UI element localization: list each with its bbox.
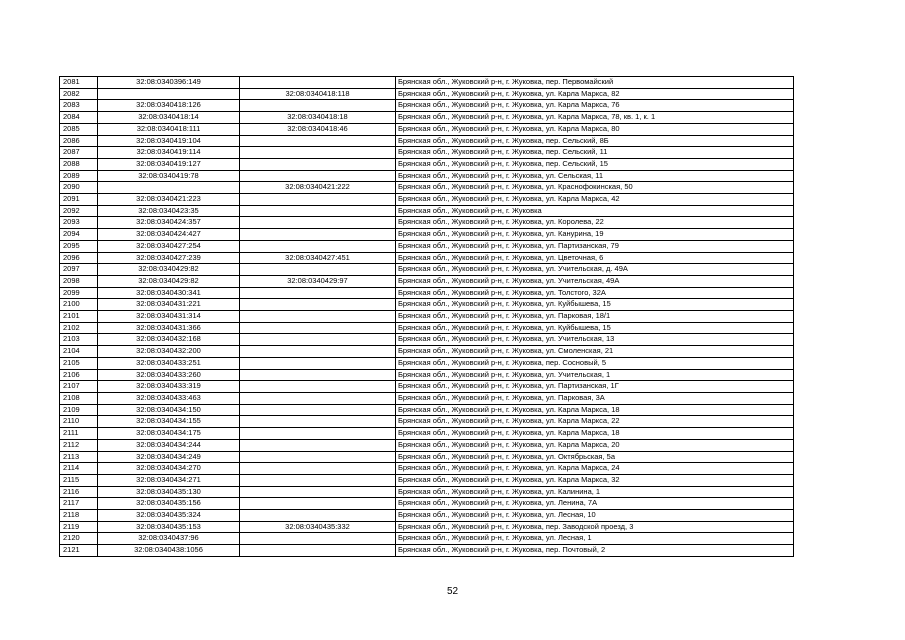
cadastral-number-secondary-cell — [240, 357, 396, 369]
address-cell: Брянская обл., Жуковский р-н, г. Жуковка, ул. Карла Маркса, 20 — [396, 439, 794, 451]
cadastral-number-secondary-cell — [240, 77, 396, 89]
table-row — [60, 77, 794, 89]
cadastral-number-secondary-cell — [240, 346, 396, 358]
cadastral-number-secondary-cell — [240, 311, 396, 323]
row-number: 2091 — [60, 194, 98, 206]
cadastral-number-secondary-cell — [240, 194, 396, 206]
table-row — [60, 392, 794, 404]
cadastral-number-secondary-cell: 32:08:0340421:222 — [240, 182, 396, 194]
cadastral-number-secondary-cell — [240, 264, 396, 276]
cadastral-number-secondary-cell: 32:08:0340418:46 — [240, 123, 396, 135]
address-cell: Брянская обл., Жуковский р-н, г. Жуковка, ул. Карла Маркса, 22 — [396, 416, 794, 428]
address-cell: Брянская обл., Жуковский р-н, г. Жуковка, ул. Учительская, 1 — [396, 369, 794, 381]
cadastral-number-cell: 32:08:0340431:366 — [98, 322, 240, 334]
row-number: 2081 — [60, 77, 98, 89]
cadastral-number-cell: 32:08:0340438:1056 — [98, 545, 240, 557]
page-number: 52 — [446, 586, 459, 597]
cadastral-number-cell: 32:08:0340427:254 — [98, 240, 240, 252]
cadastral-number-secondary-cell — [240, 147, 396, 159]
row-number: 2117 — [60, 498, 98, 510]
address-cell: Брянская обл., Жуковский р-н, г. Жуковка, ул. Сельская, 11 — [396, 170, 794, 182]
table-row — [60, 521, 794, 533]
row-number: 2110 — [60, 416, 98, 428]
address-cell: Брянская обл., Жуковский р-н, г. Жуковка, ул. Карла Маркса, 76 — [396, 100, 794, 112]
cadastral-number-cell: 32:08:0340434:270 — [98, 463, 240, 475]
table-row — [60, 451, 794, 463]
cadastral-number-cell: 32:08:0340396:149 — [98, 77, 240, 89]
row-number: 2093 — [60, 217, 98, 229]
cadastral-number-cell: 32:08:0340431:314 — [98, 311, 240, 323]
table-row — [60, 217, 794, 229]
cadastral-number-cell: 32:08:0340434:244 — [98, 439, 240, 451]
address-cell: Брянская обл., Жуковский р-н, г. Жуковка, ул. Учительская, д. 49А — [396, 264, 794, 276]
address-cell: Брянская обл., Жуковский р-н, г. Жуковка, ул. Учительская, 49А — [396, 275, 794, 287]
cadastral-number-cell: 32:08:0340435:324 — [98, 510, 240, 522]
cadastral-number-cell: 32:08:0340434:155 — [98, 416, 240, 428]
address-cell: Брянская обл., Жуковский р-н, г. Жуковка, ул. Парковая, 3А — [396, 392, 794, 404]
table-row — [60, 123, 794, 135]
table-row — [60, 287, 794, 299]
cadastral-number-cell: 32:08:0340434:271 — [98, 474, 240, 486]
cadastral-number-cell: 32:08:0340419:127 — [98, 158, 240, 170]
address-cell: Брянская обл., Жуковский р-н, г. Жуковка — [396, 205, 794, 217]
cadastral-number-secondary-cell: 32:08:0340427:451 — [240, 252, 396, 264]
row-number: 2098 — [60, 275, 98, 287]
cadastral-number-secondary-cell — [240, 334, 396, 346]
cadastral-number-cell: 32:08:0340429:82 — [98, 275, 240, 287]
address-cell: Брянская обл., Жуковский р-н, г. Жуковка, ул. Карла Маркса, 18 — [396, 428, 794, 440]
address-cell: Брянская обл., Жуковский р-н, г. Жуковка, ул. Смоленская, 21 — [396, 346, 794, 358]
table-row — [60, 147, 794, 159]
address-cell: Брянская обл., Жуковский р-н, г. Жуковка, ул. Калинина, 1 — [396, 486, 794, 498]
address-cell: Брянская обл., Жуковский р-н, г. Жуковка, пер. Заводской проезд, 3 — [396, 521, 794, 533]
table-row — [60, 346, 794, 358]
table-row — [60, 252, 794, 264]
cadastral-number-cell: 32:08:0340437:96 — [98, 533, 240, 545]
table-row — [60, 416, 794, 428]
cadastral-number-cell: 32:08:0340429:82 — [98, 264, 240, 276]
cadastral-number-secondary-cell — [240, 240, 396, 252]
cadastral-number-cell: 32:08:0340432:168 — [98, 334, 240, 346]
cadastral-number-cell: 32:08:0340424:357 — [98, 217, 240, 229]
cadastral-number-cell: 32:08:0340423:35 — [98, 205, 240, 217]
table-row — [60, 100, 794, 112]
table-row — [60, 369, 794, 381]
cadastral-number-secondary-cell — [240, 158, 396, 170]
registry-table-body — [60, 77, 794, 557]
row-number: 2086 — [60, 135, 98, 147]
cadastral-number-secondary-cell — [240, 474, 396, 486]
row-number: 2099 — [60, 287, 98, 299]
cadastral-number-cell: 32:08:0340433:319 — [98, 381, 240, 393]
row-number: 2114 — [60, 463, 98, 475]
address-cell: Брянская обл., Жуковский р-н, г. Жуковка, ул. Учительская, 13 — [396, 334, 794, 346]
row-number: 2096 — [60, 252, 98, 264]
cadastral-number-secondary-cell — [240, 416, 396, 428]
row-number: 2090 — [60, 182, 98, 194]
table-row — [60, 240, 794, 252]
address-cell: Брянская обл., Жуковский р-н, г. Жуковка, ул. Цветочная, 6 — [396, 252, 794, 264]
table-row — [60, 463, 794, 475]
table-row — [60, 229, 794, 241]
address-cell: Брянская обл., Жуковский р-н, г. Жуковка, ул. Карла Маркса, 24 — [396, 463, 794, 475]
table-row — [60, 474, 794, 486]
row-number: 2113 — [60, 451, 98, 463]
cadastral-number-secondary-cell: 32:08:0340435:332 — [240, 521, 396, 533]
cadastral-number-cell: 32:08:0340431:221 — [98, 299, 240, 311]
cadastral-number-cell — [98, 182, 240, 194]
table-row — [60, 311, 794, 323]
row-number: 2121 — [60, 545, 98, 557]
row-number: 2111 — [60, 428, 98, 440]
row-number: 2092 — [60, 205, 98, 217]
table-row — [60, 205, 794, 217]
cadastral-number-secondary-cell — [240, 100, 396, 112]
table-row — [60, 439, 794, 451]
cadastral-number-secondary-cell — [240, 451, 396, 463]
cadastral-number-secondary-cell — [240, 369, 396, 381]
row-number: 2094 — [60, 229, 98, 241]
table-row — [60, 533, 794, 545]
address-cell: Брянская обл., Жуковский р-н, г. Жуковка, ул. Октябрьская, 5а — [396, 451, 794, 463]
address-cell: Брянская обл., Жуковский р-н, г. Жуковка, пер. Первомайский — [396, 77, 794, 89]
cadastral-number-cell: 32:08:0340418:14 — [98, 112, 240, 124]
address-cell: Брянская обл., Жуковский р-н, г. Жуковка, ул. Лесная, 10 — [396, 510, 794, 522]
cadastral-number-secondary-cell — [240, 463, 396, 475]
cadastral-number-secondary-cell: 32:08:0340429:97 — [240, 275, 396, 287]
cadastral-number-cell: 32:08:0340434:249 — [98, 451, 240, 463]
table-row — [60, 322, 794, 334]
address-cell: Брянская обл., Жуковский р-н, г. Жуковка, ул. Карла Маркса, 80 — [396, 123, 794, 135]
address-cell: Брянская обл., Жуковский р-н, г. Жуковка, ул. Карла Маркса, 78, кв. 1, к. 1 — [396, 112, 794, 124]
cadastral-number-cell: 32:08:0340433:260 — [98, 369, 240, 381]
table-row — [60, 404, 794, 416]
cadastral-number-secondary-cell — [240, 322, 396, 334]
table-row — [60, 170, 794, 182]
address-cell: Брянская обл., Жуковский р-н, г. Жуковка, пер. Сельский, 8Б — [396, 135, 794, 147]
table-row — [60, 88, 794, 100]
cadastral-number-secondary-cell — [240, 217, 396, 229]
address-cell: Брянская обл., Жуковский р-н, г. Жуковка, ул. Партизанская, 1Г — [396, 381, 794, 393]
cadastral-number-cell — [98, 88, 240, 100]
table-row — [60, 334, 794, 346]
cadastral-number-cell: 32:08:0340418:126 — [98, 100, 240, 112]
cadastral-number-secondary-cell — [240, 533, 396, 545]
address-cell: Брянская обл., Жуковский р-н, г. Жуковка, пер. Сельский, 15 — [396, 158, 794, 170]
row-number: 2084 — [60, 112, 98, 124]
cadastral-number-secondary-cell: 32:08:0340418:18 — [240, 112, 396, 124]
cadastral-number-secondary-cell — [240, 287, 396, 299]
address-cell: Брянская обл., Жуковский р-н, г. Жуковка, ул. Краснофокинская, 50 — [396, 182, 794, 194]
table-row — [60, 112, 794, 124]
table-row — [60, 264, 794, 276]
address-cell: Брянская обл., Жуковский р-н, г. Жуковка, ул. Карла Маркса, 82 — [396, 88, 794, 100]
cadastral-number-secondary-cell — [240, 439, 396, 451]
address-cell: Брянская обл., Жуковский р-н, г. Жуковка, ул. Парковая, 18/1 — [396, 311, 794, 323]
address-cell: Брянская обл., Жуковский р-н, г. Жуковка, ул. Канурина, 19 — [396, 229, 794, 241]
address-cell: Брянская обл., Жуковский р-н, г. Жуковка, ул. Куйбышева, 15 — [396, 322, 794, 334]
address-cell: Брянская обл., Жуковский р-н, г. Жуковка, ул. Карла Маркса, 32 — [396, 474, 794, 486]
cadastral-number-secondary-cell — [240, 404, 396, 416]
address-cell: Брянская обл., Жуковский р-н, г. Жуковка, пер. Почтовый, 2 — [396, 545, 794, 557]
registry-table — [59, 76, 794, 557]
row-number: 2106 — [60, 369, 98, 381]
row-number: 2115 — [60, 474, 98, 486]
row-number: 2103 — [60, 334, 98, 346]
row-number: 2109 — [60, 404, 98, 416]
row-number: 2087 — [60, 147, 98, 159]
cadastral-number-cell: 32:08:0340421:223 — [98, 194, 240, 206]
cadastral-number-secondary-cell: 32:08:0340418:118 — [240, 88, 396, 100]
cadastral-number-secondary-cell — [240, 135, 396, 147]
cadastral-number-secondary-cell — [240, 205, 396, 217]
address-cell: Брянская обл., Жуковский р-н, г. Жуковка, пер. Сельский, 11 — [396, 147, 794, 159]
address-cell: Брянская обл., Жуковский р-н, г. Жуковка, ул. Королева, 22 — [396, 217, 794, 229]
cadastral-number-secondary-cell — [240, 229, 396, 241]
cadastral-number-cell: 32:08:0340435:130 — [98, 486, 240, 498]
cadastral-number-secondary-cell — [240, 392, 396, 404]
cadastral-number-cell: 32:08:0340434:175 — [98, 428, 240, 440]
row-number: 2116 — [60, 486, 98, 498]
cadastral-number-cell: 32:08:0340419:104 — [98, 135, 240, 147]
row-number: 2112 — [60, 439, 98, 451]
table-row — [60, 486, 794, 498]
cadastral-number-secondary-cell — [240, 170, 396, 182]
address-cell: Брянская обл., Жуковский р-н, г. Жуковка, пер. Сосновый, 5 — [396, 357, 794, 369]
cadastral-number-cell: 32:08:0340434:150 — [98, 404, 240, 416]
table-row — [60, 299, 794, 311]
row-number: 2118 — [60, 510, 98, 522]
table-row — [60, 357, 794, 369]
cadastral-number-secondary-cell — [240, 486, 396, 498]
cadastral-number-secondary-cell — [240, 299, 396, 311]
address-cell: Брянская обл., Жуковский р-н, г. Жуковка, ул. Партизанская, 79 — [396, 240, 794, 252]
address-cell: Брянская обл., Жуковский р-н, г. Жуковка, ул. Ленина, 7А — [396, 498, 794, 510]
row-number: 2082 — [60, 88, 98, 100]
address-cell: Брянская обл., Жуковский р-н, г. Жуковка, ул. Толстого, 32А — [396, 287, 794, 299]
row-number: 2101 — [60, 311, 98, 323]
row-number: 2107 — [60, 381, 98, 393]
row-number: 2088 — [60, 158, 98, 170]
cadastral-number-cell: 32:08:0340430:341 — [98, 287, 240, 299]
address-cell: Брянская обл., Жуковский р-н, г. Жуковка, ул. Куйбышева, 15 — [396, 299, 794, 311]
table-row — [60, 545, 794, 557]
cadastral-number-secondary-cell — [240, 381, 396, 393]
row-number: 2104 — [60, 346, 98, 358]
row-number: 2108 — [60, 392, 98, 404]
cadastral-number-secondary-cell — [240, 498, 396, 510]
cadastral-number-cell: 32:08:0340419:114 — [98, 147, 240, 159]
table-row — [60, 428, 794, 440]
table-row — [60, 275, 794, 287]
cadastral-number-cell: 32:08:0340419:78 — [98, 170, 240, 182]
cadastral-number-secondary-cell — [240, 428, 396, 440]
cadastral-number-cell: 32:08:0340432:200 — [98, 346, 240, 358]
row-number: 2095 — [60, 240, 98, 252]
row-number: 2097 — [60, 264, 98, 276]
row-number: 2105 — [60, 357, 98, 369]
cadastral-number-cell: 32:08:0340433:463 — [98, 392, 240, 404]
row-number: 2089 — [60, 170, 98, 182]
row-number: 2083 — [60, 100, 98, 112]
row-number: 2100 — [60, 299, 98, 311]
cadastral-number-cell: 32:08:0340418:111 — [98, 123, 240, 135]
cadastral-number-secondary-cell — [240, 510, 396, 522]
row-number: 2085 — [60, 123, 98, 135]
row-number: 2119 — [60, 521, 98, 533]
table-row — [60, 510, 794, 522]
row-number: 2120 — [60, 533, 98, 545]
cadastral-number-secondary-cell — [240, 545, 396, 557]
table-row — [60, 194, 794, 206]
cadastral-number-cell: 32:08:0340427:239 — [98, 252, 240, 264]
table-row — [60, 158, 794, 170]
cadastral-number-cell: 32:08:0340435:153 — [98, 521, 240, 533]
address-cell: Брянская обл., Жуковский р-н, г. Жуковка, ул. Карла Маркса, 18 — [396, 404, 794, 416]
address-cell: Брянская обл., Жуковский р-н, г. Жуковка, ул. Лесная, 1 — [396, 533, 794, 545]
cadastral-number-cell: 32:08:0340424:427 — [98, 229, 240, 241]
row-number: 2102 — [60, 322, 98, 334]
cadastral-number-cell: 32:08:0340435:156 — [98, 498, 240, 510]
cadastral-number-cell: 32:08:0340433:251 — [98, 357, 240, 369]
table-row — [60, 498, 794, 510]
address-cell: Брянская обл., Жуковский р-н, г. Жуковка, ул. Карла Маркса, 42 — [396, 194, 794, 206]
table-row — [60, 135, 794, 147]
table-row — [60, 381, 794, 393]
table-row — [60, 182, 794, 194]
